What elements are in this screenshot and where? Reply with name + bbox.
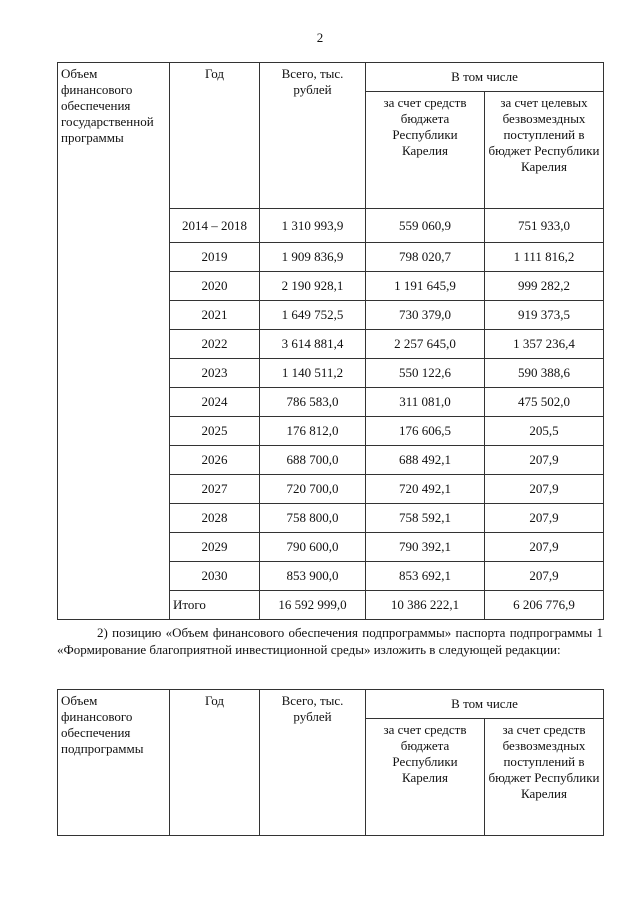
header-group: В том числе [366,690,604,719]
page-number: 2 [316,30,324,45]
gratis-cell: 207,9 [485,504,604,533]
table-row [58,475,604,504]
gratis-cell: 919 373,5 [485,301,604,330]
total-cell: 790 600,0 [260,533,366,562]
table-row [58,388,604,417]
total-cell: 688 700,0 [260,446,366,475]
table-header-row [58,63,604,92]
header-budget: за счет средств бюджета Республики Карелия [366,92,485,209]
budget-cell: 2 257 645,0 [366,330,485,359]
year-cell: 2030 [170,562,260,591]
label-spacer [58,301,170,330]
budget-cell: 176 606,5 [366,417,485,446]
budget-cell: 853 692,1 [366,562,485,591]
label-spacer [58,359,170,388]
total-cell: 1 310 993,9 [260,209,366,243]
label-spacer [58,562,170,591]
year-cell: 2025 [170,417,260,446]
header-total: Всего, тыс. рублей [260,690,366,836]
label-spacer [58,591,170,620]
table-header-row [58,690,604,719]
budget-cell: 798 020,7 [366,243,485,272]
total-cell: 16 592 999,0 [260,591,366,620]
gratis-cell: 999 282,2 [485,272,604,301]
year-cell: 2019 [170,243,260,272]
header-budget: за счет средств бюджета Республики Карелия [366,719,485,836]
header-group: В том числе [366,63,604,92]
gratis-cell: 207,9 [485,446,604,475]
label-spacer [58,446,170,475]
total-cell: 176 812,0 [260,417,366,446]
year-cell: 2020 [170,272,260,301]
paragraph-text: 2) позицию «Объем финансового обеспечения подпрограммы» паспорта подпрограммы 1 «Формирование благоприятной инвестиционной среды» изложить в следующей редакции: [57,625,603,657]
total-label: Итого [170,591,260,620]
budget-cell: 311 081,0 [366,388,485,417]
table-row [58,359,604,388]
gratis-cell: 1 357 236,4 [485,330,604,359]
label-spacer [58,272,170,301]
budget-cell: 1 191 645,9 [366,272,485,301]
header-year: Год [170,63,260,209]
gratis-cell: 207,9 [485,533,604,562]
table-row [58,504,604,533]
header-gratis: за счет средств безвозмездных поступлений в бюджет Республики Карелия [485,719,604,836]
label-spacer [58,388,170,417]
table-row [58,243,604,272]
budget-cell: 688 492,1 [366,446,485,475]
gratis-cell: 207,9 [485,475,604,504]
total-cell: 2 190 928,1 [260,272,366,301]
gratis-cell: 1 111 816,2 [485,243,604,272]
budget-cell: 730 379,0 [366,301,485,330]
header-total: Всего, тыс. рублей [260,63,366,209]
year-cell: 2029 [170,533,260,562]
gratis-cell: 207,9 [485,562,604,591]
table-row [58,562,604,591]
total-cell: 720 700,0 [260,475,366,504]
header-year: Год [170,690,260,836]
year-cell: 2026 [170,446,260,475]
table-row [58,330,604,359]
label-spacer [58,330,170,359]
header-label-cell: Объем финансового обеспечения государственной программы [58,63,170,209]
budget-cell: 10 386 222,1 [366,591,485,620]
gratis-cell: 6 206 776,9 [485,591,604,620]
header-gratis: за счет целевых безвозмездных поступлений в бюджет Республики Карелия [485,92,604,209]
financing-table-program [57,62,604,620]
label-spacer [58,417,170,446]
gratis-cell: 205,5 [485,417,604,446]
budget-cell: 559 060,9 [366,209,485,243]
table-row [58,272,604,301]
gratis-cell: 590 388,6 [485,359,604,388]
total-cell: 758 800,0 [260,504,366,533]
year-cell: 2027 [170,475,260,504]
instruction-paragraph [57,624,603,658]
year-cell: 2023 [170,359,260,388]
total-cell: 786 583,0 [260,388,366,417]
table-row [58,209,604,243]
financing-table-subprogram [57,689,604,836]
total-cell: 1 909 836,9 [260,243,366,272]
budget-cell: 720 492,1 [366,475,485,504]
year-cell: 2021 [170,301,260,330]
label-spacer [58,504,170,533]
total-cell: 3 614 881,4 [260,330,366,359]
year-cell: 2024 [170,388,260,417]
year-cell: 2014 – 2018 [170,209,260,243]
budget-cell: 550 122,6 [366,359,485,388]
table-row [58,417,604,446]
total-cell: 1 649 752,5 [260,301,366,330]
budget-cell: 758 592,1 [366,504,485,533]
label-spacer [58,475,170,504]
table-row [58,301,604,330]
table-row [58,533,604,562]
gratis-cell: 751 933,0 [485,209,604,243]
label-spacer [58,533,170,562]
total-cell: 1 140 511,2 [260,359,366,388]
year-cell: 2022 [170,330,260,359]
gratis-cell: 475 502,0 [485,388,604,417]
header-label-cell: Объем финансового обеспечения подпрограммы [58,690,170,836]
budget-cell: 790 392,1 [366,533,485,562]
total-cell: 853 900,0 [260,562,366,591]
total-row [58,591,604,620]
label-spacer [58,243,170,272]
year-cell: 2028 [170,504,260,533]
table-row [58,446,604,475]
label-spacer [58,209,170,243]
